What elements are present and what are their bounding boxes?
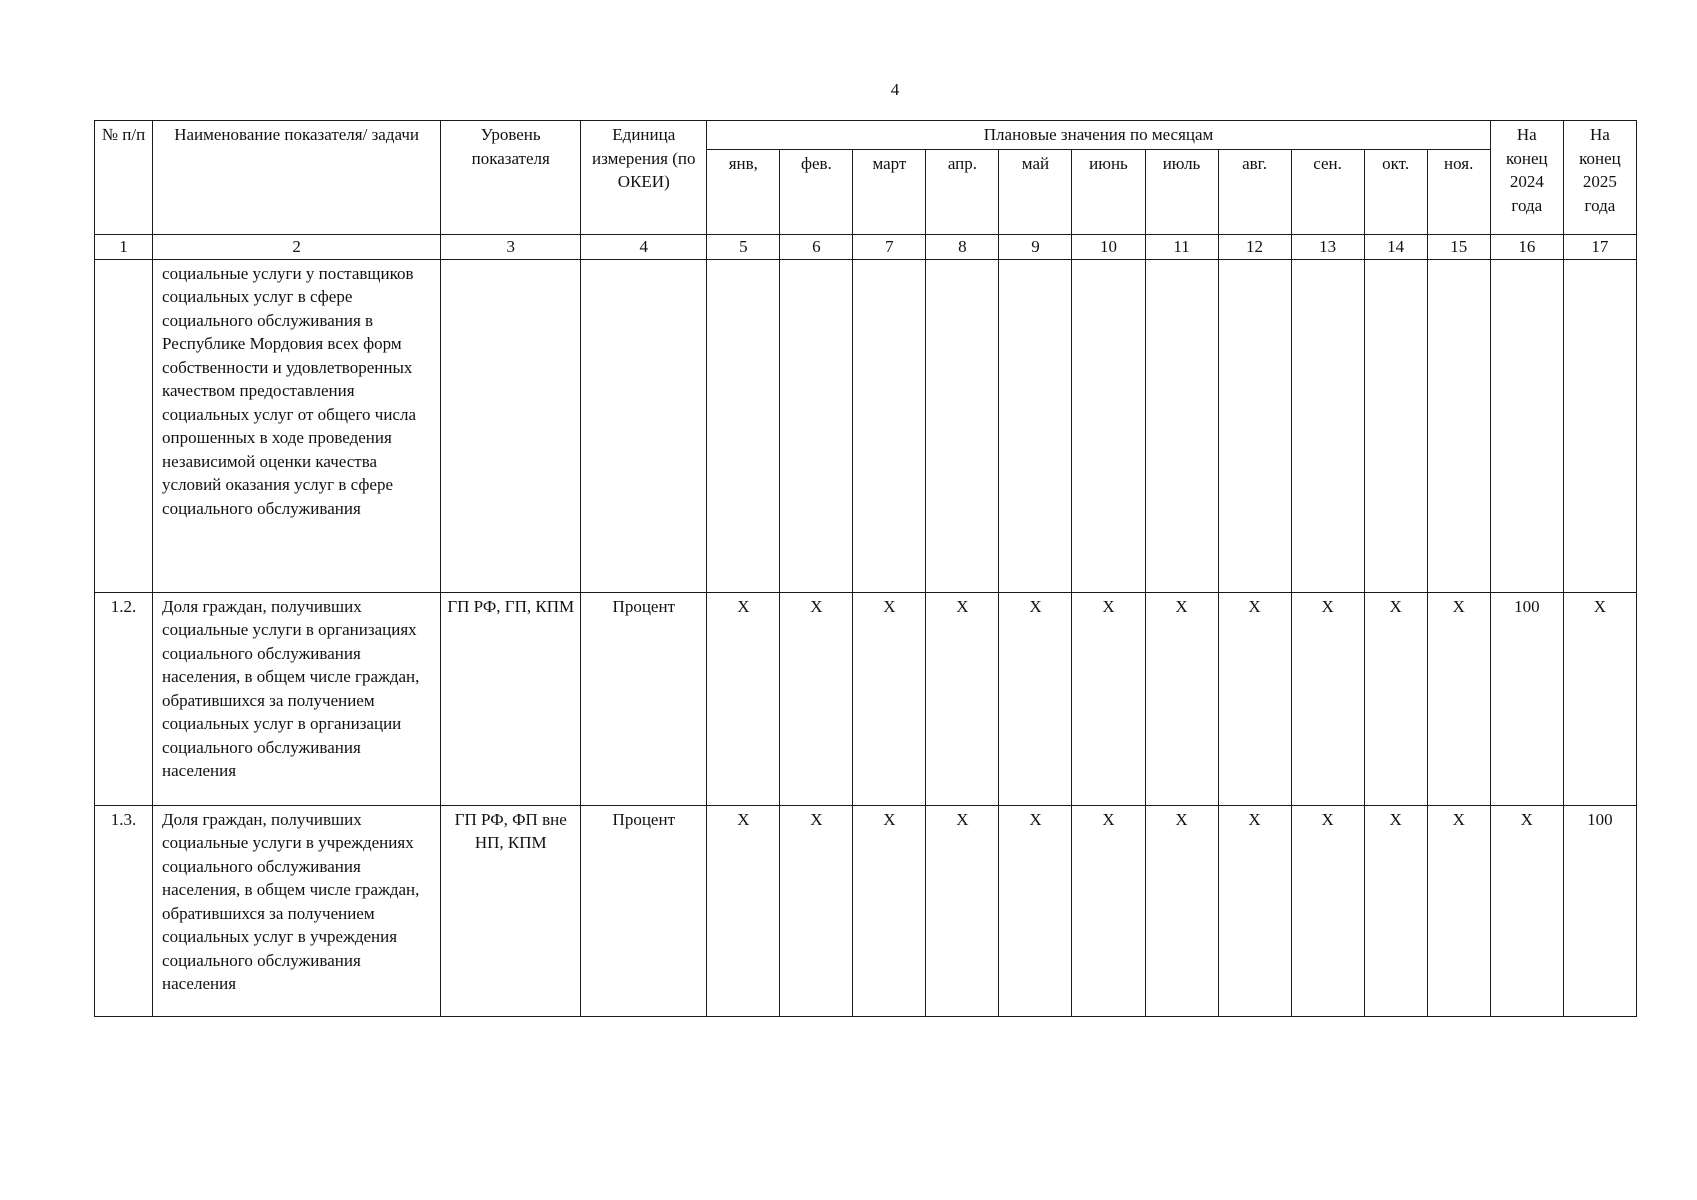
table-row	[95, 259, 1637, 592]
row-month-value: X	[1427, 592, 1490, 805]
column-number: 4	[581, 234, 707, 259]
row-month-value: X	[1218, 805, 1291, 1016]
row-month-value: X	[926, 592, 999, 805]
column-number: 2	[153, 234, 441, 259]
indicators-table	[94, 120, 1637, 1017]
row-end-2024	[1490, 259, 1563, 592]
row-month-value	[1145, 259, 1218, 592]
row-unit: Процент	[581, 592, 707, 805]
row-month-value	[1072, 259, 1145, 592]
column-number: 17	[1563, 234, 1636, 259]
column-number: 8	[926, 234, 999, 259]
row-month-value	[1218, 259, 1291, 592]
header-num: № п/п	[95, 121, 153, 235]
row-month-value: X	[1218, 592, 1291, 805]
column-number: 14	[1364, 234, 1427, 259]
row-month-value: X	[1291, 805, 1364, 1016]
row-end-2024: 100	[1490, 592, 1563, 805]
row-level	[441, 259, 581, 592]
row-num: 1.2.	[95, 592, 153, 805]
column-number: 15	[1427, 234, 1490, 259]
row-month-value: X	[780, 592, 853, 805]
header-month: авг.	[1218, 149, 1291, 234]
header-month: апр.	[926, 149, 999, 234]
row-month-value	[1291, 259, 1364, 592]
row-month-value	[780, 259, 853, 592]
row-name: Доля граждан, получивших социальные услуги в учреждениях социального обслуживания населения, в общем числе граждан, обратившихся за получением социальных услуг в учреждения социального обслуживания населения	[153, 805, 441, 1016]
header-month: фев.	[780, 149, 853, 234]
column-number: 5	[707, 234, 780, 259]
row-month-value: X	[1145, 805, 1218, 1016]
header-row	[95, 121, 1637, 150]
row-name: Доля граждан, получивших социальные услуги в организациях социального обслуживания населения, в общем числе граждан, обратившихся за получением социальных услуг в организации социального обслуживания населения	[153, 592, 441, 805]
header-level: Уровень показателя	[441, 121, 581, 235]
header-month: янв,	[707, 149, 780, 234]
row-month-value	[1364, 259, 1427, 592]
row-unit: Процент	[581, 805, 707, 1016]
row-end-2025: 100	[1563, 805, 1636, 1016]
row-level: ГП РФ, ФП вне НП, КПМ	[441, 805, 581, 1016]
row-month-value: X	[1145, 592, 1218, 805]
row-level: ГП РФ, ГП, КПМ	[441, 592, 581, 805]
row-month-value: X	[780, 805, 853, 1016]
row-month-value: X	[1364, 805, 1427, 1016]
row-month-value	[926, 259, 999, 592]
row-month-value: X	[926, 805, 999, 1016]
row-name: социальные услуги у поставщиков социальных услуг в сфере социального обслуживания в Республике Мордовия всех форм собственности и удовлетворенных качеством предоставления социальных услуг от общего числа опрошенных в ходе проведения независимой оценки качества условий оказания услуг в сфере социального обслуживания	[153, 259, 441, 592]
column-number: 9	[999, 234, 1072, 259]
column-number: 10	[1072, 234, 1145, 259]
column-numbers-row	[95, 234, 1637, 259]
row-month-value	[707, 259, 780, 592]
column-number: 6	[780, 234, 853, 259]
column-number: 3	[441, 234, 581, 259]
header-name: Наименование показателя/ задачи	[153, 121, 441, 235]
row-month-value: X	[853, 805, 926, 1016]
header-month: окт.	[1364, 149, 1427, 234]
row-month-value: X	[999, 805, 1072, 1016]
header-month: март	[853, 149, 926, 234]
header-unit: Единица измерения (по ОКЕИ)	[581, 121, 707, 235]
row-end-2025	[1563, 259, 1636, 592]
table-row	[95, 592, 1637, 805]
row-end-2025: X	[1563, 592, 1636, 805]
column-number: 12	[1218, 234, 1291, 259]
row-unit	[581, 259, 707, 592]
row-month-value: X	[707, 805, 780, 1016]
header-month: сен.	[1291, 149, 1364, 234]
row-end-2024: X	[1490, 805, 1563, 1016]
column-number: 16	[1490, 234, 1563, 259]
page-number: 4	[890, 80, 900, 99]
row-month-value: X	[1072, 592, 1145, 805]
header-month: июнь	[1072, 149, 1145, 234]
row-num	[95, 259, 153, 592]
row-month-value: X	[1427, 805, 1490, 1016]
header-month: май	[999, 149, 1072, 234]
column-number: 11	[1145, 234, 1218, 259]
header-month: ноя.	[1427, 149, 1490, 234]
column-number: 13	[1291, 234, 1364, 259]
row-month-value: X	[1291, 592, 1364, 805]
header-planned-values: Плановые значения по месяцам	[707, 121, 1490, 150]
row-month-value: X	[853, 592, 926, 805]
header-end-2024: На конец 2024 года	[1490, 121, 1563, 235]
row-month-value	[999, 259, 1072, 592]
column-number: 7	[853, 234, 926, 259]
row-month-value: X	[999, 592, 1072, 805]
row-month-value: X	[707, 592, 780, 805]
row-month-value	[1427, 259, 1490, 592]
table-row	[95, 805, 1637, 1016]
header-month: июль	[1145, 149, 1218, 234]
header-end-2025: На конец 2025 года	[1563, 121, 1636, 235]
row-month-value	[853, 259, 926, 592]
row-month-value: X	[1364, 592, 1427, 805]
row-num: 1.3.	[95, 805, 153, 1016]
column-number: 1	[95, 234, 153, 259]
row-month-value: X	[1072, 805, 1145, 1016]
